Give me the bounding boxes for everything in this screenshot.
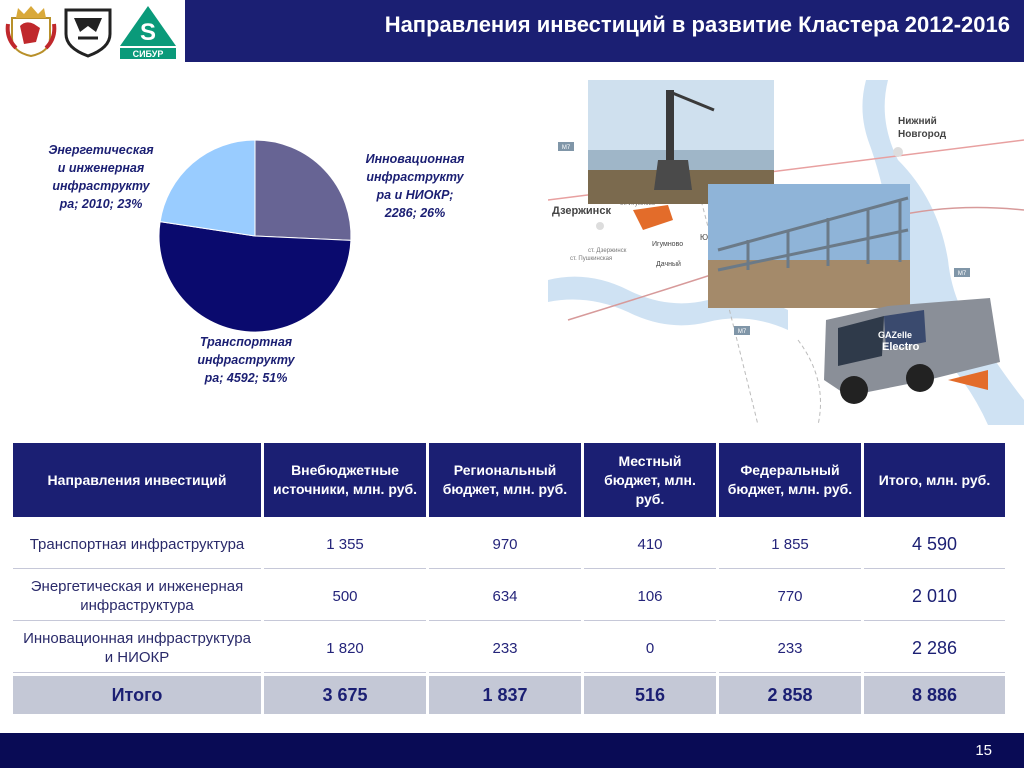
- table-cell: 233: [429, 624, 581, 673]
- truck-text: GAZelle: [878, 330, 913, 340]
- map-label: Игумново: [652, 241, 684, 248]
- column-header: Итого, млн. руб.: [864, 443, 1005, 517]
- footer-bar: [0, 733, 1024, 768]
- page-number: 15: [975, 742, 992, 759]
- total-cell: 1 837: [429, 676, 581, 714]
- column-header: Федеральный бюджет, млн. руб.: [719, 443, 861, 517]
- table-cell: 1 355: [264, 520, 426, 569]
- table-cell: 233: [719, 624, 861, 673]
- total-cell: 2 858: [719, 676, 861, 714]
- row-total: 2 010: [864, 572, 1005, 621]
- map-label-city: Дзержинск: [552, 205, 611, 217]
- table-row: [13, 520, 1005, 569]
- pie-label-line: инфраструкту: [52, 179, 150, 193]
- sibur-logo-icon: [116, 4, 180, 60]
- map-label-city: Нижний: [898, 116, 937, 127]
- gaz-logo-icon: [62, 4, 114, 58]
- row-name: Энергетическая и инженерная инфраструктура: [13, 572, 261, 621]
- map-road-label: М7: [957, 271, 967, 277]
- table-cell: 1 820: [264, 624, 426, 673]
- investment-table: [10, 440, 1008, 717]
- map-label: ст. Пушкинская: [570, 256, 613, 262]
- pie-label-line: ра; 4592; 51%: [204, 371, 288, 385]
- pie-label-line: 2286; 26%: [384, 206, 446, 220]
- table-row: [13, 624, 1005, 673]
- table-cell: 970: [429, 520, 581, 569]
- pie-label-line: Энергетическая: [48, 143, 154, 157]
- map-label: ст. Дзержинск: [588, 248, 627, 254]
- table-cell: 106: [584, 572, 716, 621]
- row-total: 4 590: [864, 520, 1005, 569]
- column-header: Направления инвестиций: [13, 443, 261, 517]
- column-header: Местный бюджет, млн. руб.: [584, 443, 716, 517]
- map-road-label: М7: [737, 329, 747, 335]
- pie-slice-0: [255, 140, 351, 240]
- map-photo-collage: [548, 80, 1024, 425]
- pie-label-line: инфраструкту: [366, 170, 464, 184]
- total-label: Итого: [13, 676, 261, 714]
- pie-label-line: инфраструкту: [197, 353, 295, 367]
- pie-label-innovation: [358, 150, 472, 222]
- table-row: [13, 572, 1005, 621]
- table-cell: 500: [264, 572, 426, 621]
- map-road-label: М7: [561, 145, 571, 151]
- row-name: Транспортная инфраструктура: [13, 520, 261, 569]
- grand-total: 8 886: [864, 676, 1005, 714]
- logo-area: [0, 0, 185, 62]
- table-header-row: [13, 443, 1005, 517]
- pie-slice-2: [160, 140, 255, 236]
- total-cell: 516: [584, 676, 716, 714]
- svg-text:S: S: [139, 19, 157, 46]
- table-cell: 0: [584, 624, 716, 673]
- pie-label-line: ра и НИОКР;: [376, 188, 454, 202]
- pie-label-transport: [190, 333, 302, 387]
- row-total: 2 286: [864, 624, 1005, 673]
- pie-label-line: ра; 2010; 23%: [59, 197, 143, 211]
- table-cell: 770: [719, 572, 861, 621]
- nizhny-novgorod-coat-of-arms-icon: [4, 4, 58, 58]
- svg-text:СИБУР: СИБУР: [132, 49, 164, 59]
- truck-text: Electro: [882, 341, 920, 353]
- table-total-row: [13, 676, 1005, 714]
- map-label: Дачный: [656, 261, 681, 268]
- row-name: Инновационная инфраструктура и НИОКР: [13, 624, 261, 673]
- column-header: Внебюджетные источники, млн. руб.: [264, 443, 426, 517]
- pie-label-line: Инновационная: [365, 152, 465, 166]
- column-header: Региональный бюджет, млн. руб.: [429, 443, 581, 517]
- construction-frame-photo: [708, 184, 910, 308]
- map-label-city: Новгород: [898, 129, 947, 140]
- pie-label-line: и инженерная: [57, 161, 145, 175]
- table-cell: 410: [584, 520, 716, 569]
- table-cell: 1 855: [719, 520, 861, 569]
- total-cell: 3 675: [264, 676, 426, 714]
- page-title: Направления инвестиций в развитие Кластера 2012-2016: [384, 12, 1010, 37]
- map-label: Ю: [700, 233, 709, 242]
- table-cell: 634: [429, 572, 581, 621]
- header-bar: [0, 0, 1024, 62]
- pie-label-energy: [40, 141, 162, 213]
- pie-label-line: Транспортная: [199, 335, 293, 349]
